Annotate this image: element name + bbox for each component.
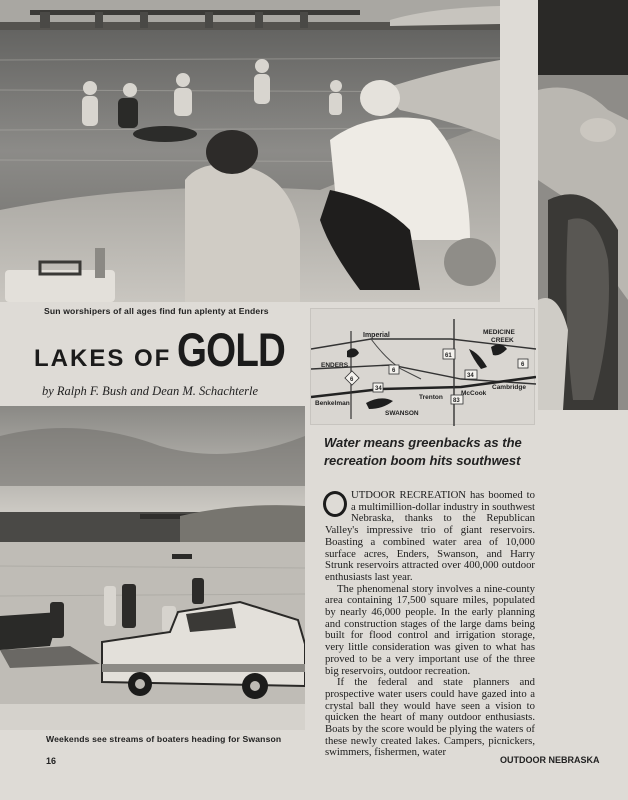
paragraph-3: If the federal and state planners and prospective water users could have gazed into a crystal ball they would have seen a vision to quicken the heart of many outdoor enthusiasts. Boats by the score would be plying the waters of these newly created lakes. Campers, picnickers, swimmers, fishermen, water [325,676,535,759]
map-medicine: MEDICINE [483,329,515,336]
paragraph-1 [325,490,535,584]
map-benkelman: Benkelman [315,400,350,407]
right-photo [538,0,628,410]
route-6-b: 6 [350,377,354,383]
magazine-name: OUTDOOR NEBRASKA [500,755,600,765]
paragraph-2: The phenomenal story involves a nine-county area containing 17,500 square miles, populated by nearly 46,000 people. In the early planning and construction stages of the large dams being built for flood control and irrigation storage, very little consideration was given to what has proved to be a very important use of the three big reservoirs, outdoor recreation. [325,582,535,677]
bottom-photo-image [0,406,305,730]
paragraph-1-text: UTDOOR RECREATION has boomed to a multimillion-dollar industry in southwest Nebraska, thanks to the Republican Valley's impressive trio of giant reservoirs. Boasting a combined water area of 10,000 surface acres, Enders, Swanson, and Harry Strunk reservoirs attracted over 400,000 outdoor enthusiasts last year. [325,489,535,583]
map-imperial: Imperial [363,332,390,339]
top-photo-caption: Sun worshipers of all ages find fun aplenty at Enders [44,306,269,316]
top-photo-image [0,0,500,302]
subhead: Water means greenbacks as the recreation boom hits southwest [324,435,522,468]
right-photo-image [538,0,628,410]
map-enders: ENDERS [321,362,349,369]
byline: by Ralph F. Bush and Dean M. Schachterle [42,384,259,398]
article-title [34,322,304,382]
page-number: 16 [46,756,57,766]
bottom-photo [0,406,305,730]
title-part2: GOLD [177,323,286,376]
map-drawing [311,309,536,426]
title-part1: LAKES OF [34,345,172,372]
region-map [310,308,535,425]
map-cambridge: Cambridge [492,384,526,391]
route-34-b: 34 [467,373,474,379]
route-83: 83 [453,398,460,404]
drop-cap [323,491,347,517]
map-trenton: Trenton [419,394,443,401]
map-creek: CREEK [491,337,514,344]
route-6-a: 6 [392,368,396,374]
route-61: 61 [445,353,452,359]
map-swanson: SWANSON [385,410,419,417]
article-body [325,490,535,759]
route-34-a: 34 [375,386,382,392]
route-6-c: 6 [521,362,525,368]
bottom-photo-caption: Weekends see streams of boaters heading for Swanson [46,734,282,744]
map-mccook: McCook [461,390,487,397]
top-photo [0,0,500,302]
